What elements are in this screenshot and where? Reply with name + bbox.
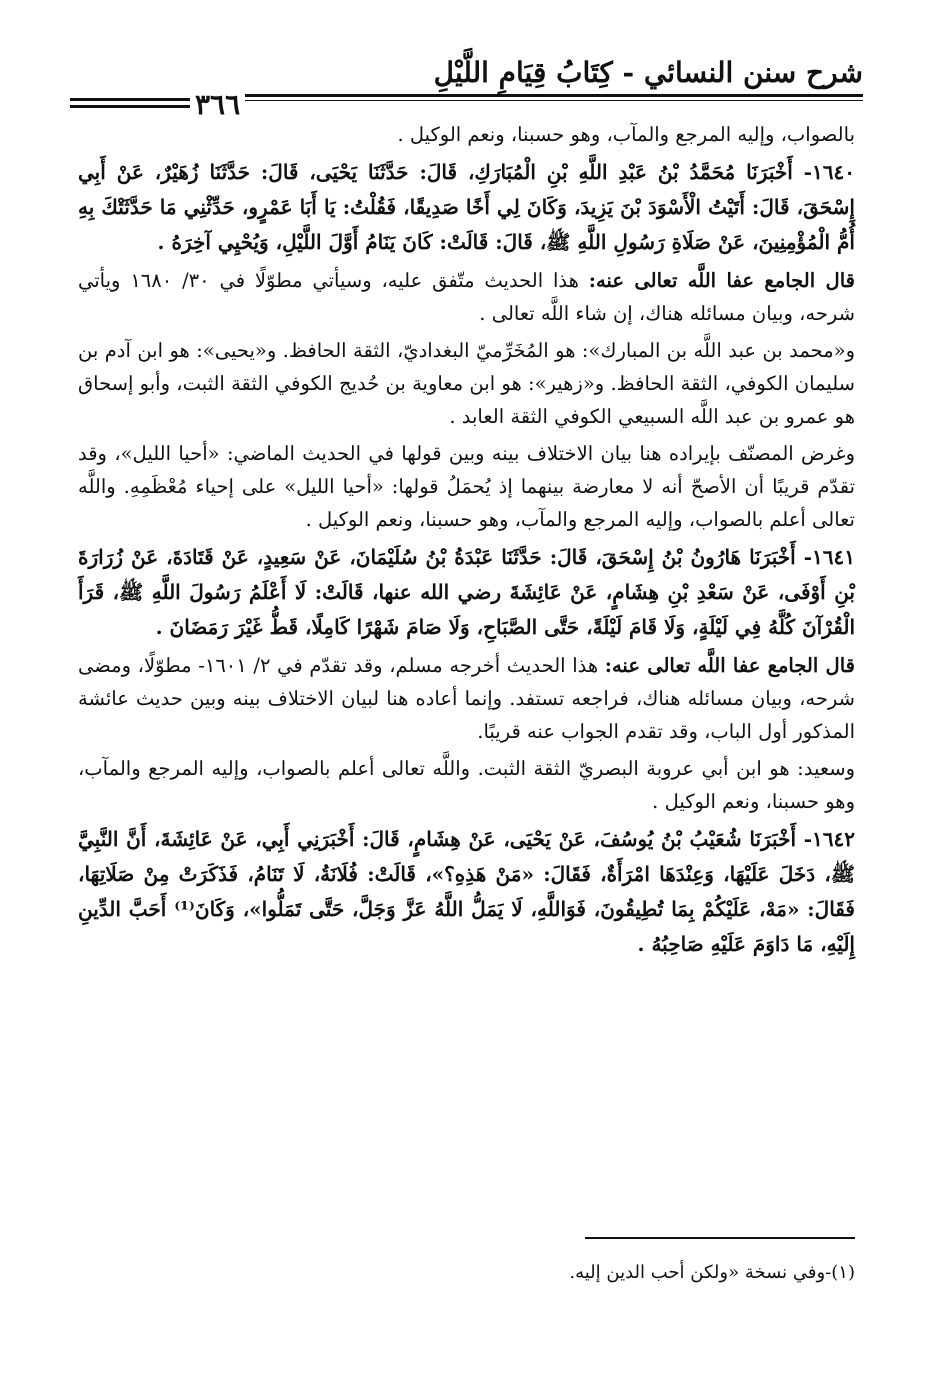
paragraph-text: أَخْبَرَنَا شُعَيْبُ بْنُ يُوسُفَ، عَنْ يَحْيَى، عَنْ هِشَامٍ، قَالَ: أَخْبَرَنِي أَبِي، عَنْ عَائِشَةَ، أَنَّ النَّبِيَّ ﷺ، دَخَلَ عَلَيْهَا، وَعِنْدَهَا امْرَأَةٌ، فَقَالَ: «مَنْ هَذِهِ؟»، قَالَتْ: فُلَانَةُ، لَا تَنَامُ، فَذَكَرَتْ مِنْ صَلَاتِهَا، فَقَالَ: «مَهْ، عَلَيْكُمْ بِمَا تُطِيقُونَ، فَوَاللَّهِ، لَا يَمَلُّ اللَّهُ عَزَّ وَجَلَّ، حَتَّى تَمَلُّوا»، وَكَانَ⁽¹⁾ أَحَبَّ الدِّينِ إِلَيْهِ، مَا دَاوَمَ عَلَيْهِ صَاحِبُهُ .	[78, 827, 855, 956]
hadith-paragraph	[78, 540, 855, 645]
commentary-paragraph	[78, 264, 855, 330]
hadith-paragraph	[78, 822, 855, 962]
paragraph-text: وغرض المصنّف بإيراده هنا بيان الاختلاف بينه وبين قولها في الحديث الماضي: «أحيا الليل»، وقد تقدّم قريبًا أن الأصحّ أنه لا معارضة بينهما إذ يُحمَلُ قولها: «أحيا الليل» على إحياء مُعْظَمِهِ. واللَّه تعالى أعلم بالصواب، وإليه المرجع والمآب، وهو حسبنا، ونعم الوكيل .	[78, 442, 855, 531]
commentary-lead: قال الجامع عفا اللَّه تعالى عنه:	[604, 654, 855, 677]
commentary-lead: قال الجامع عفا اللَّه تعالى عنه:	[588, 269, 855, 292]
paragraph-text: و«محمد بن عبد اللَّه بن المبارك»: هو المُخَرِّميّ البغداديّ، الثقة الحافظ. و«يحيى»: هو ابن آدم بن سليمان الكوفي، الثقة الحافظ. و«زهير»: هو ابن معاوية بن حُديج الكوفي الثقة الثبت، وأبو إسحاق هو عمرو بن عبد اللَّه السبيعي الكوفي الثقة العابد .	[78, 339, 855, 428]
hadith-number: ١٦٤١-	[803, 545, 855, 569]
page-number-rule-2	[70, 105, 190, 108]
commentary-paragraph	[78, 334, 855, 433]
page-number: ٣٦٦	[195, 88, 241, 121]
footnote-separator	[585, 1237, 855, 1239]
page-header	[70, 48, 863, 121]
running-title: شرح سنن النسائي - كِتَابُ قِيَامِ اللَّيْلِ	[433, 56, 863, 89]
hadith-number: ١٦٤٢-	[803, 827, 855, 851]
paragraph-text: هذا الحديث أخرجه مسلم، وقد تقدّم في ٢/ ١٦٠١- مطوّلًا، ومضى شرحه، وبيان مسائله هناك، فراجعه تستفد. وإنما أعاده هنا لبيان الاختلاف بينه وبين حديث عائشة المذكور أول الباب، وقد تقدم الجواب عنه قريبًا.	[78, 654, 855, 743]
page-number-rule	[70, 98, 190, 101]
commentary-paragraph	[78, 437, 855, 536]
commentary-paragraph	[78, 752, 855, 818]
header-rule-thin	[245, 100, 863, 101]
paragraph-text: أَخْبَرَنَا هَارُونُ بْنُ إِسْحَقَ، قَالَ: حَدَّثَنَا عَبْدَةُ بْنُ سُلَيْمَانَ، عَنْ سَعِيدٍ، عَنْ قَتَادَةَ، عَنْ زُرَارَةَ بْنِ أَوْفَى، عَنْ سَعْدِ بْنِ هِشَامٍ، عَنْ عَائِشَةَ رضي الله عنها، قَالَتْ: لَا أَعْلَمُ رَسُولَ اللَّهِ ﷺ، قَرَأَ الْقُرْآنَ كُلَّهُ فِي لَيْلَةٍ، وَلَا قَامَ لَيْلَةً، حَتَّى الصَّبَاحِ، وَلَا صَامَ شَهْرًا كَامِلًا، قَطُّ غَيْرَ رَمَضَانَ .	[78, 545, 855, 639]
hadith-number: ١٦٤٠-	[803, 160, 855, 184]
paragraph-text: وسعيد: هو ابن أبي عروبة البصريّ الثقة الثبت. واللَّه تعالى أعلم بالصواب، وإليه المرجع والمآب، وهو حسبنا، ونعم الوكيل .	[78, 757, 855, 813]
paragraph-text: بالصواب، وإليه المرجع والمآب، وهو حسبنا، ونعم الوكيل .	[397, 123, 855, 146]
footnote: (١)-وفي نسخة «ولكن أحب الدين إليه.	[569, 1262, 855, 1283]
header-rule	[245, 94, 863, 97]
commentary-paragraph	[78, 118, 855, 151]
paragraph-text: هذا الحديث متّفق عليه، وسيأتي مطوّلًا في ٣٠/ ١٦٨٠ ويأتي شرحه، وبيان مسائله هناك، إن شاء اللَّه تعالى .	[78, 269, 855, 325]
hadith-paragraph	[78, 155, 855, 260]
page-body	[78, 118, 855, 966]
commentary-paragraph	[78, 649, 855, 748]
paragraph-text: أَخْبَرَنَا مُحَمَّدُ بْنُ عَبْدِ اللَّهِ بْنِ الْمُبَارَكِ، قَالَ: حَدَّثَنَا يَحْيَى، قَالَ: حَدَّثَنَا زُهَيْرٌ، عَنْ أَبِي إِسْحَقَ، قَالَ: أَتَيْتُ الْأَسْوَدَ بْنَ يَزِيدَ، وَكَانَ لِي أَخًا صَدِيقًا، فَقُلْتُ: يَا أَبَا عَمْرٍو، حَدِّثْنِي مَا حَدَّثَتْكَ بِهِ أُمُّ الْمُؤْمِنِينَ، عَنْ صَلَاةِ رَسُولِ اللَّهِ ﷺ، قَالَ: قَالَتْ: كَانَ يَنَامُ أَوَّلَ اللَّيْلِ، وَيُحْيِي آخِرَهُ .	[78, 160, 855, 254]
